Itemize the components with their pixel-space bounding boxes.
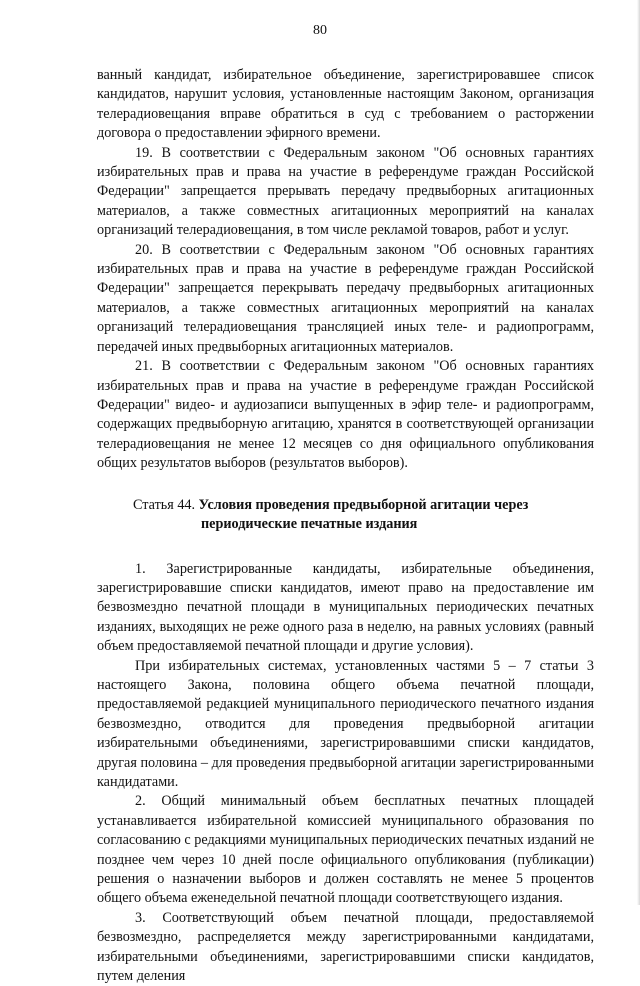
article-heading-line-1	[97, 496, 594, 515]
article-paragraph-1: 1. Зарегистрированные кандидаты, избирательные объединения, зарегистрировавшие списки кандидатов, имеют право на предоставление им безвозмездно печатной площади в муниципальных периодических печатных изданиях, выходящих не реже одного раза в неделю, на равных условиях (равный объем предоставляемой печатной площади и другие условия).	[97, 560, 594, 655]
article-paragraph-1-continued: При избирательных системах, установленных частями 5 – 7 статьи 3 настоящего Закона, половина общего объема печатной площади, предоставляемой редакцией муниципального периодического печатного издания безвозмездно, отводится для проведения предвыборной агитации избирательными объединениями, зарегистрировавшими списки кандидатов, другая половина – для проведения предвыборной агитации зарегистрированными кандидатами.	[97, 657, 594, 790]
article-title-line-2: периодические печатные издания	[201, 515, 418, 532]
article-heading	[97, 496, 594, 534]
paragraph-20: 20. В соответствии с Федеральным законом "Об основных гарантиях избирательных прав и права на участие в референдуме граждан Российской Федерации" запрещается перекрывать передачу предвыборных агитационных материалов, а также совместных агитационных мероприятий на каналах организаций телерадиовещания трансляцией иных теле- и радиопрограмм, передачей иных предвыборных агитационных материалов.	[97, 241, 594, 355]
paragraph-21: 21. В соответствии с Федеральным законом "Об основных гарантиях избирательных прав и права на участие в референдуме граждан Российской Федерации" видео- и аудиозаписи выпущенных в эфир теле- и радиопрограмм, содержащих предвыборную агитацию, хранятся в соответствующей организации телерадиовещания не менее 12 месяцев со дня официального опубликования общих результатов выборов (результатов выборов).	[97, 358, 594, 472]
article-title-line-1: Условия проведения предвыборной агитации через	[198, 496, 529, 513]
page-number: 80	[313, 23, 327, 38]
paragraph-19: 19. В соответствии с Федеральным законом "Об основных гарантиях избирательных прав и права на участие в референдуме граждан Российской Федерации" запрещается прерывать передачу предвыборных агитационных материалов, а также совместных агитационных мероприятий на каналах организаций телерадиовещания, в том числе рекламой товаров, работ и услуг.	[97, 144, 594, 239]
article-paragraph-3: 3. Соответствующий объем печатной площади, предоставляемой безвозмездно, распределяется между зарегистрированными кандидатами, избирательными объединениями, зарегистрировавшими списки кандидатов, путем деления	[97, 909, 594, 985]
document-body	[97, 66, 594, 986]
paragraph-continued: ванный кандидат, избирательное объединение, зарегистрировавшее список кандидатов, нарушит условия, установленные настоящим Законом, организация телерадиовещания вправе обратиться в суд с требованием о расторжении договора о предоставлении эфирного времени.	[97, 67, 594, 142]
article-paragraph-2: 2. Общий минимальный объем бесплатных печатных площадей устанавливается избирательной комиссией муниципального образования по согласованию с редакциями муниципальных периодических печатных изданий не позднее чем через 10 дней после официального опубликования (публикации) решения о назначении выборов и должен составлять не менее 5 процентов общего объема еженедельной печатной площади соответствующего издания.	[97, 793, 594, 907]
article-label: Статья 44.	[133, 496, 196, 513]
